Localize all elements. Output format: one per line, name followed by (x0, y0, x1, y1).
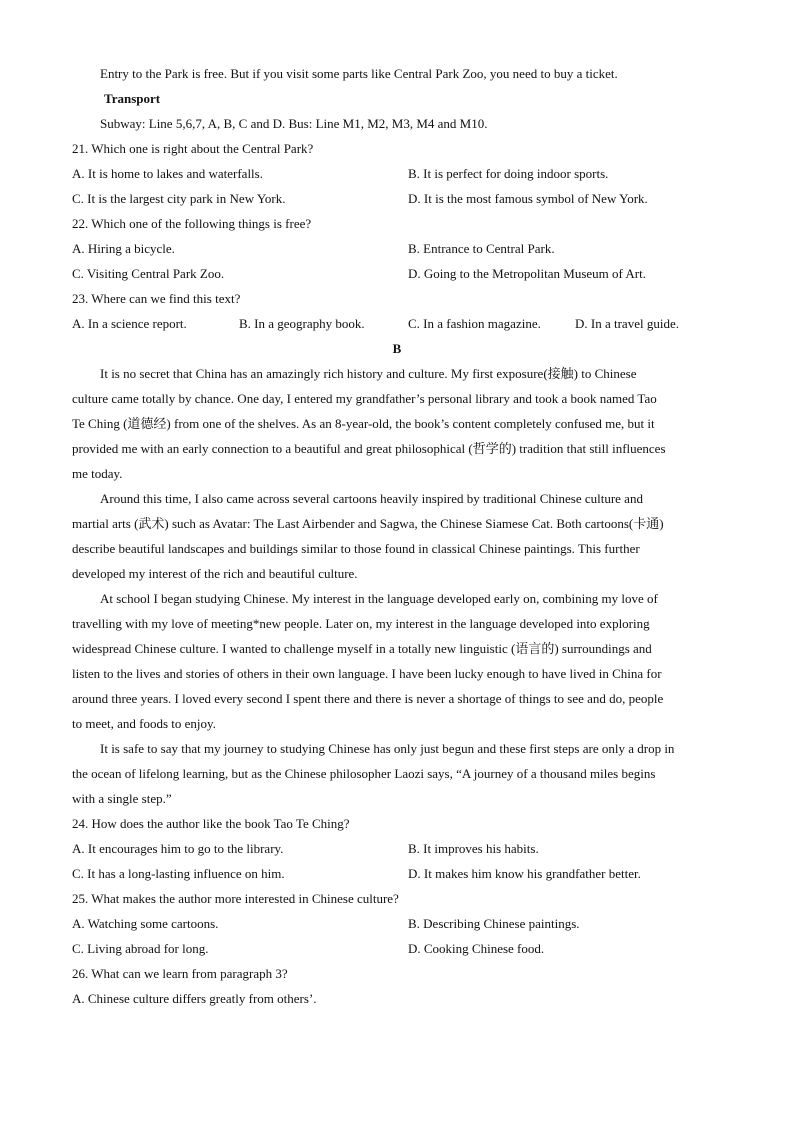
question-21-stem: 21. Which one is right about the Central Park? (72, 141, 314, 156)
question-21-option-b: B. It is perfect for doing indoor sports. (408, 166, 609, 181)
passage-line: It is safe to say that my journey to studying Chinese has only just begun and these first steps are only a drop in (100, 741, 675, 756)
section-b-heading: B (392, 341, 402, 356)
question-24-option-d: D. It makes him know his grandfather better. (408, 866, 641, 881)
question-22-stem: 22. Which one of the following things is free? (72, 216, 312, 231)
question-24-option-c: C. It has a long-lasting influence on him. (72, 866, 285, 881)
question-23-option-a: A. In a science report. (72, 316, 187, 331)
question-25-stem: 25. What makes the author more interested in Chinese culture? (72, 891, 399, 906)
passage-line: to meet, and foods to enjoy. (72, 716, 216, 731)
question-26-option-a: A. Chinese culture differs greatly from others’. (72, 991, 317, 1006)
question-25-option-d: D. Cooking Chinese food. (408, 941, 545, 956)
question-22-option-a: A. Hiring a bicycle. (72, 241, 175, 256)
question-23-option-c: C. In a fashion magazine. (408, 316, 541, 331)
passage-line: developed my interest of the rich and beautiful culture. (72, 566, 358, 581)
question-24-option-b: B. It improves his habits. (408, 841, 539, 856)
question-24-option-a: A. It encourages him to go to the library. (72, 841, 284, 856)
passage-line: It is no secret that China has an amazingly rich history and culture. My first exposure(接触) to Chinese (100, 366, 637, 381)
question-25-option-b: B. Describing Chinese paintings. (408, 916, 580, 931)
subway-bus-info: Subway: Line 5,6,7, A, B, C and D. Bus: Line M1, M2, M3, M4 and M10. (100, 116, 488, 131)
passage-line: me today. (72, 466, 123, 481)
question-25-option-a: A. Watching some cartoons. (72, 916, 219, 931)
question-23-option-d: D. In a travel guide. (575, 316, 679, 331)
question-26-stem: 26. What can we learn from paragraph 3? (72, 966, 288, 981)
passage-line: martial arts (武术) such as Avatar: The Last Airbender and Sagwa, the Chinese Siamese Cat. Both cartoons(卡通) (72, 516, 664, 531)
question-21-option-d: D. It is the most famous symbol of New York. (408, 191, 648, 206)
passage-line: Around this time, I also came across several cartoons heavily inspired by traditional Chinese culture and (100, 491, 643, 506)
passage-line: with a single step.” (72, 791, 172, 806)
entry-note: Entry to the Park is free. But if you visit some parts like Central Park Zoo, you need to buy a ticket. (100, 66, 618, 81)
question-21-option-a: A. It is home to lakes and waterfalls. (72, 166, 263, 181)
question-25-option-c: C. Living abroad for long. (72, 941, 209, 956)
passage-line: Te Ching (道德经) from one of the shelves. As an 8-year-old, the book’s content completely confused me, but it (72, 416, 655, 431)
passage-line: travelling with my love of meeting*new people. Later on, my interest in the language developed into exploring (72, 616, 650, 631)
passage-line: culture came totally by chance. One day, I entered my grandfather’s personal library and took a book named Tao (72, 391, 657, 406)
question-24-stem: 24. How does the author like the book Tao Te Ching? (72, 816, 350, 831)
passage-line: widespread Chinese culture. I wanted to challenge myself in a totally new linguistic (语言的) surroundings and (72, 641, 652, 656)
question-22-option-d: D. Going to the Metropolitan Museum of Art. (408, 266, 646, 281)
question-23-option-b: B. In a geography book. (239, 316, 365, 331)
question-23-stem: 23. Where can we find this text? (72, 291, 241, 306)
passage-line: around three years. I loved every second I spent there and there is never a shortage of things to see and do, people (72, 691, 664, 706)
passage-line: At school I began studying Chinese. My interest in the language developed early on, combining my love of (100, 591, 658, 606)
question-21-option-c: C. It is the largest city park in New York. (72, 191, 286, 206)
passage-line: describe beautiful landscapes and buildings similar to those found in classical Chinese paintings. This further (72, 541, 640, 556)
transport-heading: Transport (104, 91, 161, 106)
passage-line: provided me with an early connection to a beautiful and great philosophical (哲学的) tradition that still influences (72, 441, 666, 456)
passage-line: the ocean of lifelong learning, but as the Chinese philosopher Laozi says, “A journey of a thousand miles begins (72, 766, 656, 781)
passage-line: listen to the lives and stories of others in their own language. I have been lucky enough to have lived in China for (72, 666, 662, 681)
question-22-option-c: C. Visiting Central Park Zoo. (72, 266, 225, 281)
question-22-option-b: B. Entrance to Central Park. (408, 241, 555, 256)
